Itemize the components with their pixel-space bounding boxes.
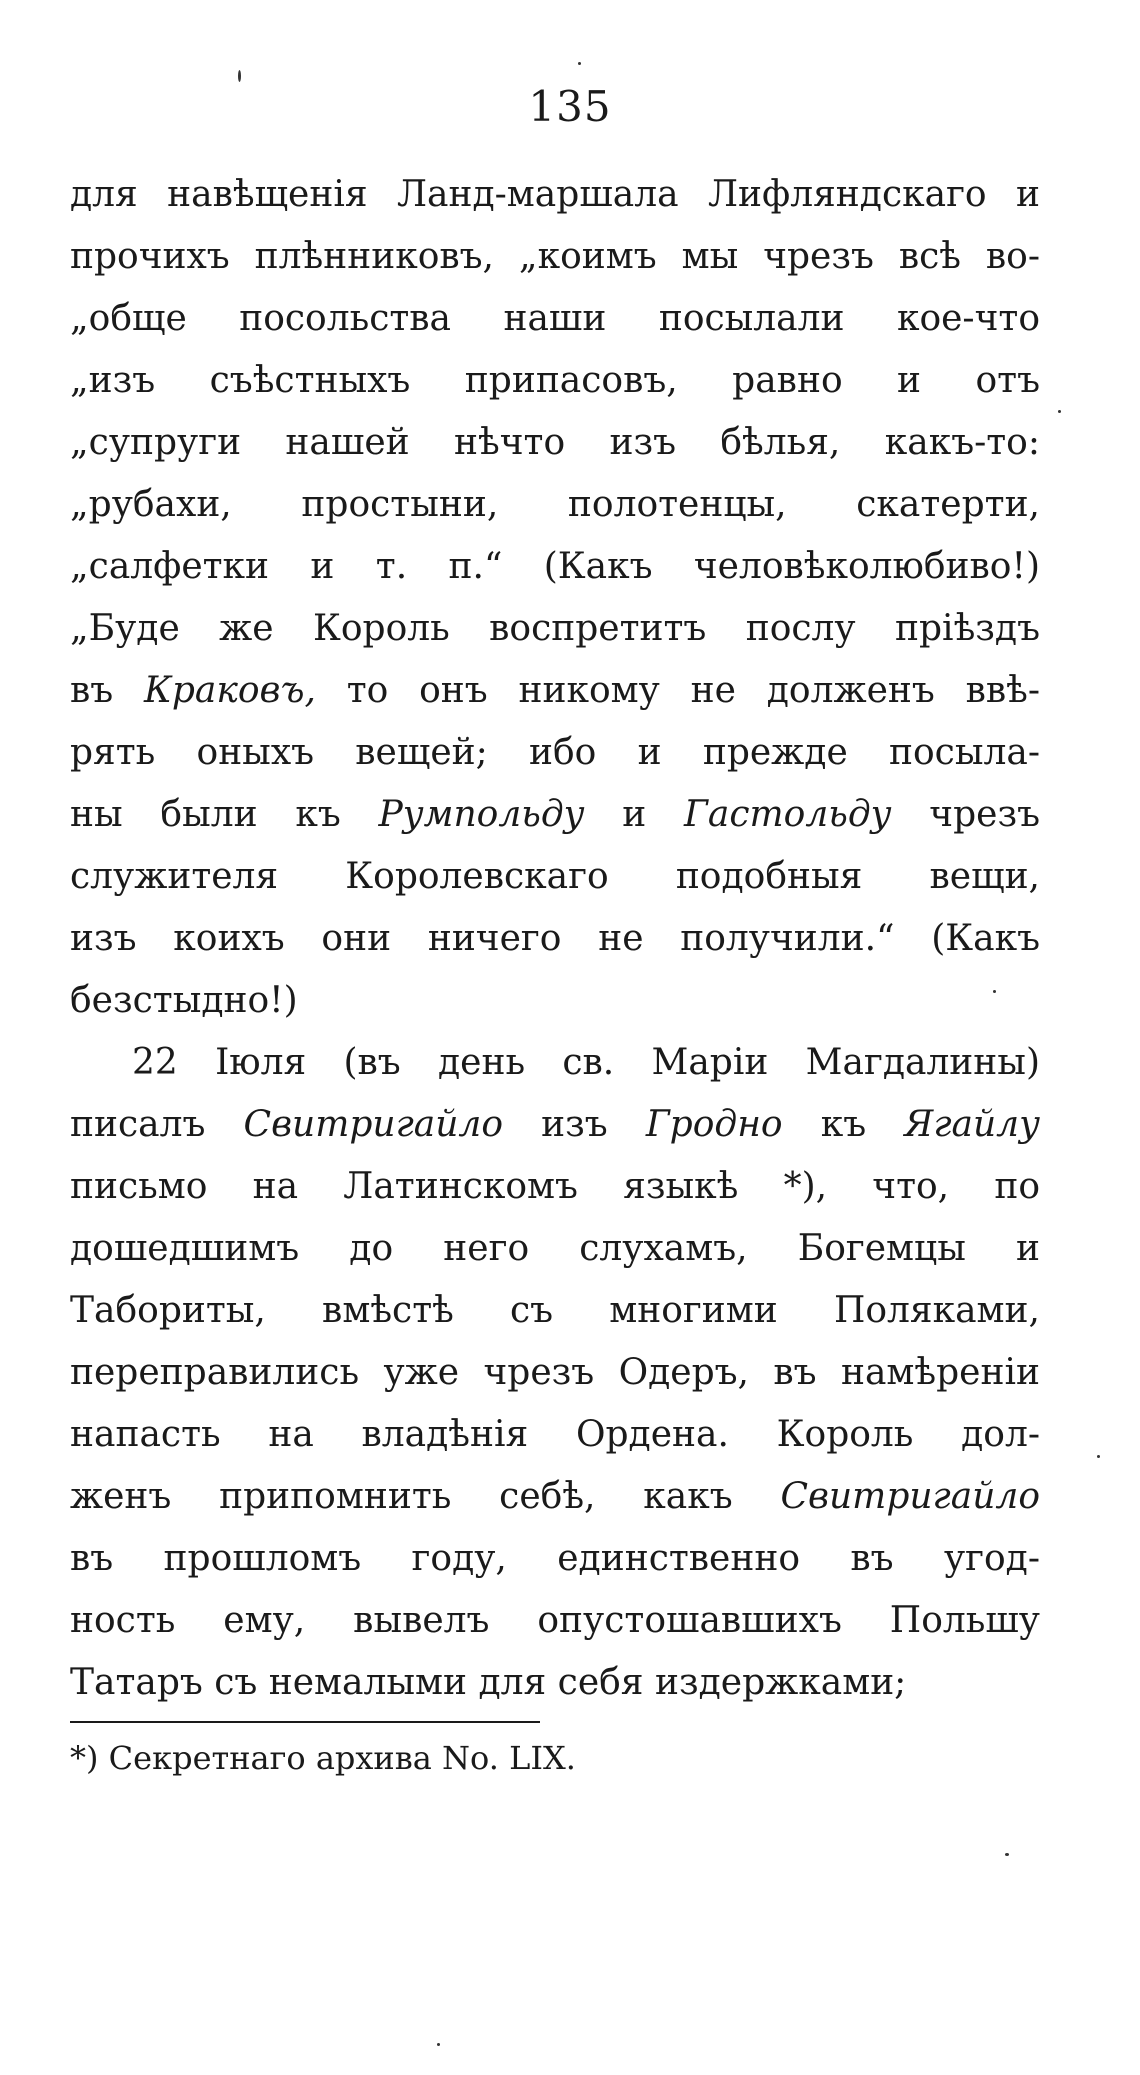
text-segment: „Буде же Король воспретитъ послу пріѣздъ (70, 608, 1040, 649)
text-line (70, 547, 1040, 587)
text-segment: служителя Королевскаго подобныя вещи, (70, 856, 1040, 897)
text-line (70, 299, 1040, 339)
text-segment: женъ припомнить себѣ, какъ (70, 1476, 781, 1517)
text-line (70, 1229, 1040, 1269)
text-segment: напасть на владѣнія Ордена. Король дол- (70, 1414, 1040, 1455)
text-line (70, 1539, 1040, 1579)
text-segment: и (584, 794, 685, 835)
text-line (70, 1663, 1040, 1703)
text-segment: дошедшимъ до него слухамъ, Богемцы и (70, 1228, 1040, 1269)
text-segment: то онъ никому не долженъ ввѣ- (315, 670, 1040, 711)
italic-name: Ягайлу (904, 1104, 1040, 1145)
text-segment: ность ему, вывелъ опустошавшихъ Польшу (70, 1600, 1040, 1641)
text-segment: въ прошломъ году, единственно въ угод- (70, 1538, 1040, 1579)
text-line (70, 981, 1040, 1021)
speck-mark (578, 62, 581, 65)
speck-mark (238, 70, 241, 82)
text-line (70, 1105, 1040, 1145)
text-segment: прочихъ плѣнниковъ, „коимъ мы чрезъ всѣ во- (70, 236, 1040, 277)
text-segment: 22 Іюля (въ день св. Маріи Магдалины) (132, 1042, 1040, 1083)
text-line (70, 671, 1040, 711)
text-segment: писалъ (70, 1104, 244, 1145)
text-line (70, 485, 1040, 525)
text-segment: „обще посольства наши посылали кое-что (70, 298, 1040, 339)
footnote: *) Секретнаго архива No. LIX. (70, 1739, 576, 1777)
text-line (70, 1415, 1040, 1455)
speck-mark (1097, 1455, 1100, 1458)
text-line (70, 609, 1040, 649)
text-line (70, 1291, 1040, 1331)
text-line (70, 361, 1040, 401)
text-line (70, 919, 1040, 959)
italic-name: Гастольду (684, 794, 892, 835)
text-line (70, 175, 1040, 215)
text-segment: къ (782, 1104, 905, 1145)
text-line (70, 1477, 1040, 1517)
text-segment: ны были къ (70, 794, 379, 835)
text-line (70, 733, 1040, 773)
page-number: 135 (528, 82, 612, 131)
text-segment: изъ коихъ они ничего не получили.“ (Какъ (70, 918, 1040, 959)
text-segment: „изъ съѣстныхъ припасовъ, равно и отъ (70, 360, 1040, 401)
text-segment: изъ (503, 1104, 646, 1145)
text-segment: чрезъ (891, 794, 1040, 835)
text-segment: переправились уже чрезъ Одеръ, въ намѣреніи (70, 1352, 1040, 1393)
text-segment: письмо на Латинскомъ языкѣ *), что, по (70, 1166, 1040, 1207)
text-line (70, 795, 1040, 835)
text-segment: въ (70, 670, 144, 711)
text-line (132, 1043, 1040, 1083)
speck-mark (437, 2043, 440, 2046)
speck-mark (1058, 410, 1061, 413)
text-line (70, 237, 1040, 277)
text-segment: „рубахи, простыни, полотенцы, скатерти, (70, 484, 1040, 525)
italic-name: Гродно (645, 1104, 783, 1145)
text-line (70, 857, 1040, 897)
text-line (70, 1601, 1040, 1641)
text-line (70, 1353, 1040, 1393)
speck-mark (1005, 1853, 1009, 1856)
text-segment: „супруги нашей нѣчто изъ бѣлья, какъ-то: (70, 422, 1040, 463)
speck-mark (993, 990, 996, 993)
italic-name: Румпольду (378, 794, 585, 835)
text-line (70, 1167, 1040, 1207)
text-segment: Табориты, вмѣстѣ съ многими Поляками, (70, 1290, 1040, 1331)
text-segment: „салфетки и т. п.“ (Какъ человѣколюбиво!) (70, 546, 1040, 587)
italic-name: Свитригайло (780, 1476, 1040, 1517)
footnote-rule (70, 1721, 540, 1723)
text-segment: для навѣщенія Ланд-маршала Лифляндскаго и (70, 174, 1040, 215)
italic-name: Краковъ, (143, 670, 316, 711)
text-segment: рять оныхъ вещей; ибо и прежде посыла- (70, 732, 1040, 773)
text-line (70, 423, 1040, 463)
text-segment: безстыдно!) (70, 980, 298, 1021)
italic-name: Свитригайло (243, 1104, 504, 1145)
text-segment: Татаръ съ немалыми для себя издержками; (70, 1662, 907, 1703)
